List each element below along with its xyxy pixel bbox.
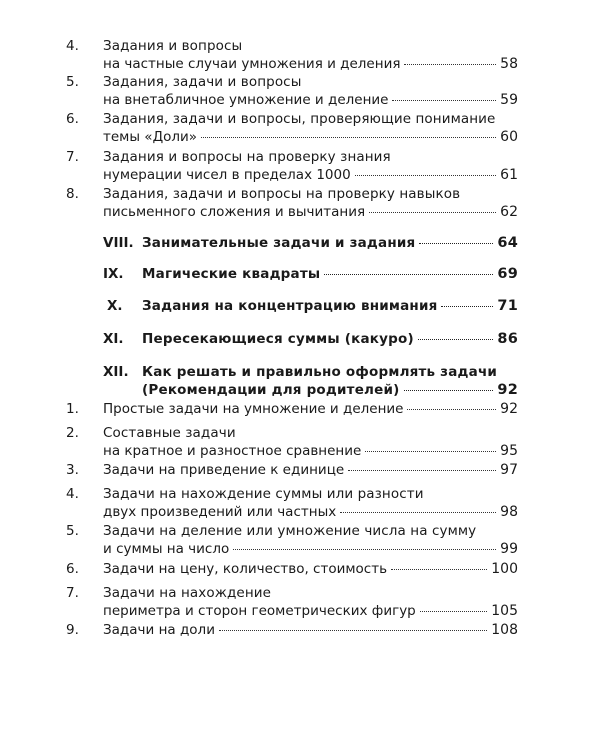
toc-entry-text: Задания, задачи и вопросы <box>103 74 302 90</box>
toc-page-number: 58 <box>500 56 518 72</box>
toc-page-number: 92 <box>500 401 518 417</box>
toc-page-number: 108 <box>491 622 518 638</box>
toc-entry-text: Задания и вопросы <box>103 38 243 54</box>
dot-leader <box>219 629 487 631</box>
toc-section-number: XI. <box>103 331 124 347</box>
toc-section-title: Магические квадраты <box>142 266 321 282</box>
dot-leader <box>392 99 496 101</box>
toc-entry-text: Задачи на приведение к единице <box>103 462 345 478</box>
toc-page-number: 95 <box>500 443 518 459</box>
toc-entry-number: 4. <box>66 38 79 54</box>
toc-page-number: 98 <box>500 504 518 520</box>
toc-entry-text: на кратное и разностное сравнение <box>103 443 362 459</box>
toc-entry-text: периметра и сторон геометрических фигур <box>103 603 416 619</box>
toc-page-number: 62 <box>500 204 518 220</box>
dot-leader <box>441 305 493 307</box>
toc-entry-text: Задания, задачи и вопросы на проверку навыков <box>103 186 461 202</box>
toc-entry-number: 5. <box>66 523 79 539</box>
toc-page-number: 99 <box>500 541 518 557</box>
toc-entry-text: Задания и вопросы на проверку знания <box>103 149 391 165</box>
dot-leader <box>407 408 496 410</box>
toc-entry-number: 7. <box>66 585 79 601</box>
toc-entry-number: 4. <box>66 486 79 502</box>
dot-leader <box>404 63 496 65</box>
dot-leader <box>201 136 496 138</box>
toc-entry-number: 5. <box>66 74 79 90</box>
toc-page-number: 61 <box>500 167 518 183</box>
toc-entry-text: на внетабличное умножение и деление <box>103 92 389 108</box>
toc-page-number: 59 <box>500 92 518 108</box>
dot-leader <box>420 610 488 612</box>
dot-leader <box>404 389 494 391</box>
toc-entry-text: двух произведений или частных <box>103 504 337 520</box>
toc-page-number: 86 <box>497 331 518 347</box>
toc-entry-number: 3. <box>66 462 79 478</box>
toc-entry-number: 2. <box>66 425 79 441</box>
toc-entry-text: Задачи на цену, количество, стоимость <box>103 561 388 577</box>
toc-entry-text: Простые задачи на умножение и деление <box>103 401 404 417</box>
toc-section-title: Занимательные задачи и задания <box>142 235 416 251</box>
toc-entry-text: Задачи на нахождение <box>103 585 272 601</box>
toc-page-number: 97 <box>500 462 518 478</box>
dot-leader <box>233 548 496 550</box>
toc-section-title: Задания на концентрацию внимания <box>142 298 438 314</box>
toc-section-title: Как решать и правильно оформлять задачи <box>142 364 498 380</box>
toc-page-number: 71 <box>497 298 518 314</box>
toc-entry-number: 8. <box>66 186 79 202</box>
toc-page-number: 60 <box>500 129 518 145</box>
toc-section-number: VIII. <box>103 235 134 251</box>
toc-entry-text: и суммы на число <box>103 541 230 557</box>
dot-leader <box>391 568 487 570</box>
toc-entry-number: 6. <box>66 561 79 577</box>
toc-entry-text: письменного сложения и вычитания <box>103 204 366 220</box>
toc-entry-number: 1. <box>66 401 79 417</box>
dot-leader <box>418 338 494 340</box>
dot-leader <box>324 273 493 275</box>
toc-entry-text: на частные случаи умножения и деления <box>103 56 401 72</box>
toc-entry-text: Задачи на деление или умножение числа на сумму <box>103 523 477 539</box>
dot-leader <box>348 469 496 471</box>
toc-entry-text: Задачи на доли <box>103 622 215 638</box>
dot-leader <box>369 211 496 213</box>
toc-page-number: 69 <box>497 266 518 282</box>
toc-entry-text: Задания, задачи и вопросы, проверяющие понимание <box>103 111 496 127</box>
toc-page-number: 100 <box>491 561 518 577</box>
toc-entry-text: Задачи на нахождение суммы или разности <box>103 486 424 502</box>
dot-leader <box>340 511 496 513</box>
dot-leader <box>365 450 496 452</box>
toc-entry-text: нумерации чисел в пределах 1000 <box>103 167 351 183</box>
toc-entry-text: темы «Доли» <box>103 129 198 145</box>
dot-leader <box>355 174 496 176</box>
toc-section-number: X. <box>107 298 123 314</box>
toc-entry-text: Составные задачи <box>103 425 236 441</box>
toc-entry-number: 6. <box>66 111 79 127</box>
toc-section-number: XII. <box>103 364 129 380</box>
toc-page-number: 105 <box>491 603 518 619</box>
toc-entry-number: 7. <box>66 149 79 165</box>
toc-entry-number: 9. <box>66 622 79 638</box>
toc-page-number: 92 <box>497 382 518 398</box>
toc-section-title: (Рекомендации для родителей) <box>142 382 400 398</box>
toc-page-number: 64 <box>497 235 518 251</box>
dot-leader <box>419 242 493 244</box>
toc-section-title: Пересекающиеся суммы (какуро) <box>142 331 414 347</box>
toc-section-number: IX. <box>103 266 124 282</box>
